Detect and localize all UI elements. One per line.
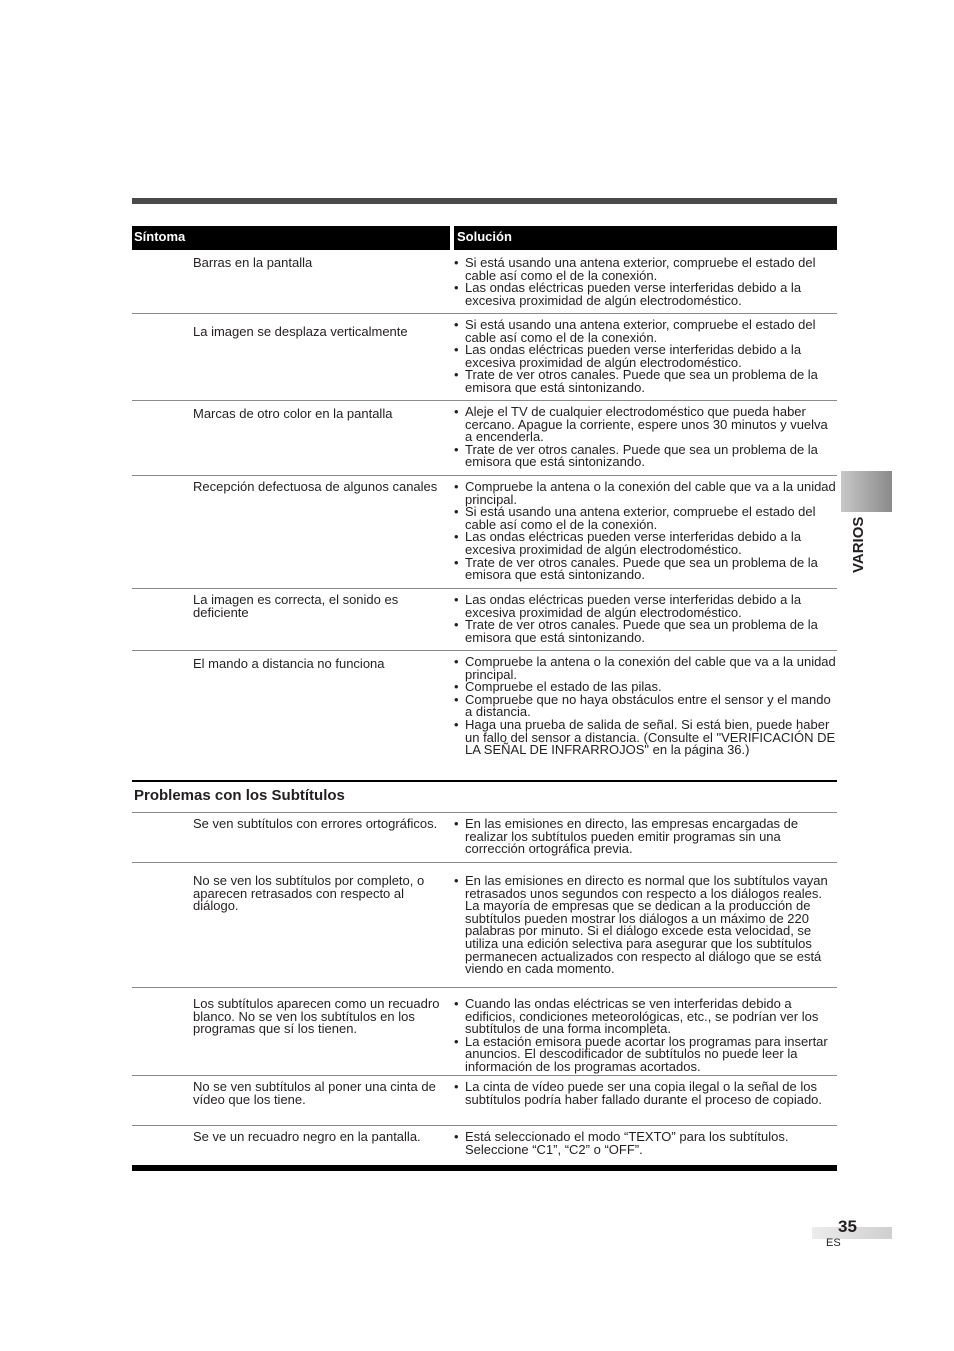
solution-list <box>454 319 837 395</box>
solution-bullet: • La cinta de vídeo puede ser una copia ilegal o la señal de los subtítulos podría haber fallado durante el proceso de copiado. <box>454 1081 837 1106</box>
solution-bullet: • Aleje el TV de cualquier electrodoméstico que pueda haber cercano. Apague la corriente, espere unos 30 minutos y vuelva a encenderla. <box>454 406 837 444</box>
table-row <box>132 813 837 863</box>
solution-bullet: • Si está usando una antena exterior, compruebe el estado del cable así como el de la conexión. <box>454 257 837 282</box>
solution-bullet: • En las emisiones en directo es normal que los subtítulos vayan retrasados unos segundos con respecto a los diálogos reales. La mayoría de empresas que se dedican a la producción de subtítulos pueden mostrar los diálogos a un máximo de 220 palabras por minuto. Si el diálogo excede esta velocidad, se utiliza una edición selectiva para asegurar que los subtítulos permanecen actualizados con respecto al diálogo que se está viendo en cada momento. <box>454 875 837 976</box>
table-row <box>132 476 837 589</box>
troubleshooting-table <box>132 250 837 779</box>
side-tab-block <box>841 471 892 512</box>
table-row <box>132 401 837 476</box>
solution-bullet: • Si está usando una antena exterior, compruebe el estado del cable así como el de la conexión. <box>454 319 837 344</box>
solution-list <box>454 1131 837 1156</box>
table-row <box>132 589 837 651</box>
table-row <box>132 863 837 988</box>
solution-bullet: • Si está usando una antena exterior, compruebe el estado del cable así como el de la conexión. <box>454 506 837 531</box>
table-row <box>132 250 837 314</box>
solution-bullet: • Compruebe la antena o la conexión del cable que va a la unidad principal. <box>454 656 837 681</box>
top-rule <box>132 198 837 204</box>
solution-bullet: • Compruebe que no haya obstáculos entre el sensor y el mando a distancia. <box>454 694 837 719</box>
symptom-text: La imagen se desplaza verticalmente <box>193 324 408 339</box>
solution-bullet: • Trate de ver otros canales. Puede que sea un problema de la emisora que está sintonizando. <box>454 444 837 469</box>
solution-list <box>454 1081 837 1106</box>
solution-list <box>454 875 837 976</box>
symptom-text: Se ve un recuadro negro en la pantalla. <box>193 1129 421 1144</box>
symptom-text: No se ven los subtítulos por completo, o aparecen retrasados con respecto al diálogo. <box>193 873 425 914</box>
solution-bullet: • Compruebe la antena o la conexión del cable que va a la unidad principal. <box>454 481 837 506</box>
solution-list <box>454 998 837 1074</box>
solution-list <box>454 406 837 469</box>
page-number: 35 <box>838 1217 857 1236</box>
solution-bullet: • Trate de ver otros canales. Puede que sea un problema de la emisora que está sintonizando. <box>454 369 837 394</box>
solution-bullet: • Compruebe el estado de las pilas. <box>454 681 837 694</box>
solution-bullet: • Trate de ver otros canales. Puede que sea un problema de la emisora que está sintonizando. <box>454 619 837 644</box>
solution-list <box>454 594 837 644</box>
table-row <box>132 988 837 1076</box>
table-row <box>132 1076 837 1126</box>
solution-list <box>454 818 837 856</box>
solution-bullet: • En las emisiones en directo, las empresas encargadas de realizar los subtítulos pueden emitir programas sin una corrección ortográfica previa. <box>454 818 837 856</box>
language-code: ES <box>826 1237 841 1249</box>
subtitles-table <box>132 813 837 1164</box>
symptom-text: Marcas de otro color en la pantalla <box>193 406 393 421</box>
solution-bullet: • Las ondas eléctricas pueden verse interferidas debido a la excesiva proximidad de algún electrodoméstico. <box>454 344 837 369</box>
symptom-text: No se ven subtítulos al poner una cinta de vídeo que los tiene. <box>193 1079 436 1107</box>
solution-bullet: • Las ondas eléctricas pueden verse interferidas debido a la excesiva proximidad de algún electrodoméstico. <box>454 531 837 556</box>
solution-bullet: • Las ondas eléctricas pueden verse interferidas debido a la excesiva proximidad de algún electrodoméstico. <box>454 594 837 619</box>
solution-list <box>454 481 837 582</box>
solution-bullet: • Haga una prueba de salida de señal. Si está bien, puede haber un fallo del sensor a distancia. (Consulte el "VERIFICACIÓN DE LA SEÑAL DE INFRARROJOS" en la página 36.) <box>454 719 837 757</box>
table-row <box>132 651 837 779</box>
table-row <box>132 1126 837 1164</box>
symptom-text: Se ven subtítulos con errores ortográficos. <box>193 816 438 831</box>
symptom-text: Recepción defectuosa de algunos canales <box>193 479 438 494</box>
solution-bullet: • Trate de ver otros canales. Puede que sea un problema de la emisora que está sintonizando. <box>454 557 837 582</box>
section-divider <box>132 780 837 782</box>
solution-column-header: Solución <box>454 226 837 250</box>
symptom-text: Los subtítulos aparecen como un recuadro blanco. No se ven los subtítulos en los programas que sí los tienen. <box>193 996 440 1037</box>
solution-bullet: • Las ondas eléctricas pueden verse interferidas debido a la excesiva proximidad de algún electrodoméstico. <box>454 282 837 307</box>
symptom-column-header: Síntoma <box>132 226 450 250</box>
section-title: Problemas con los Subtítulos <box>134 787 345 804</box>
solution-list <box>454 257 837 307</box>
symptom-text: El mando a distancia no funciona <box>193 656 385 671</box>
solution-bullet: • La estación emisora puede acortar los programas para insertar anuncios. El descodificador de subtítulos no puede leer la información de los programas acortados. <box>454 1036 837 1074</box>
side-tab-label: VARIOS <box>850 516 867 573</box>
solution-list <box>454 656 837 757</box>
symptom-text: La imagen es correcta, el sonido es deficiente <box>193 592 399 620</box>
solution-bullet: • Cuando las ondas eléctricas se ven interferidas debido a edificios, condiciones meteorológicas, etc., se podrían ver los subtítulos de una forma incompleta. <box>454 998 837 1036</box>
symptom-text: Barras en la pantalla <box>193 255 313 270</box>
solution-bullet: • Está seleccionado el modo “TEXTO” para los subtítulos. Seleccione “C1”, “C2” o “OFF”. <box>454 1131 837 1156</box>
bottom-rule <box>132 1165 837 1171</box>
table-row <box>132 314 837 401</box>
